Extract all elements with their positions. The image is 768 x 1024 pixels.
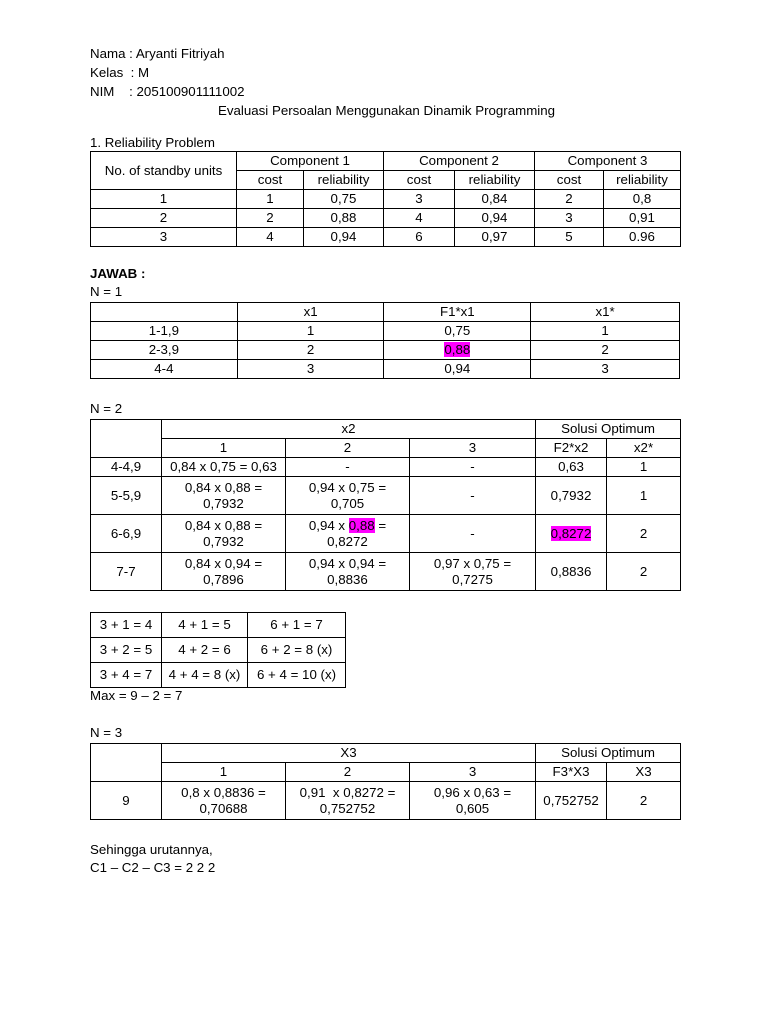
- reliability-header: reliability: [455, 171, 535, 190]
- solusi-header: Solusi Optimum: [536, 420, 681, 439]
- n2-label: N = 2: [90, 401, 123, 416]
- cell: 0,84 x 0,88 = 0,7932: [162, 477, 286, 515]
- highlighted-value: 0,8272: [550, 525, 592, 541]
- solusi-header: Solusi Optimum: [536, 744, 681, 763]
- cell: 0,94: [384, 360, 531, 379]
- reliability-problem-table: [90, 151, 681, 247]
- cell: 2: [607, 515, 681, 553]
- cell: 4: [237, 228, 304, 247]
- cell: 3 + 4 = 7: [91, 663, 162, 688]
- component-3-header: Component 3: [535, 152, 681, 171]
- cell: 0,84 x 0,75 = 0,63: [162, 458, 286, 477]
- cell: -: [286, 458, 410, 477]
- cell: 4 + 1 = 5: [162, 613, 248, 638]
- cell: 0,752752: [536, 782, 607, 820]
- table-row: [91, 458, 681, 477]
- n1-table: [90, 302, 680, 379]
- cell: [91, 303, 238, 322]
- cell: -: [410, 458, 536, 477]
- cell: 1: [531, 322, 680, 341]
- cell: [91, 744, 162, 782]
- cell: 3: [531, 360, 680, 379]
- table-row: [91, 228, 681, 247]
- table-row: [91, 782, 681, 820]
- problem-heading: 1. Reliability Problem: [90, 135, 215, 150]
- cell: 0,94: [455, 209, 535, 228]
- table-row: [91, 360, 680, 379]
- cell: 6 + 2 = 8 (x): [248, 638, 346, 663]
- standby-header: No. of standby units: [91, 152, 237, 190]
- document-title: Evaluasi Persoalan Menggunakan Dinamik Programming: [218, 103, 556, 118]
- cell: 2: [237, 209, 304, 228]
- cell: 0,97: [455, 228, 535, 247]
- cell: 2: [286, 439, 410, 458]
- cell: 6 + 1 = 7: [248, 613, 346, 638]
- cell: 6: [384, 228, 455, 247]
- student-name: Nama : Aryanti Fitriyah: [90, 46, 225, 61]
- cell: 3: [410, 763, 536, 782]
- cell: 0,91: [604, 209, 681, 228]
- cell: 0,75: [384, 322, 531, 341]
- component-2-header: Component 2: [384, 152, 535, 171]
- cell: 5-5,9: [91, 477, 162, 515]
- cell: 0,75: [304, 190, 384, 209]
- reliability-header: reliability: [604, 171, 681, 190]
- cell: 3 + 1 = 4: [91, 613, 162, 638]
- cell: 1: [607, 477, 681, 515]
- n3-table: [90, 743, 681, 820]
- cell: 3 + 2 = 5: [91, 638, 162, 663]
- cell: 1: [162, 763, 286, 782]
- cell: 7-7: [91, 553, 162, 591]
- reliability-header: reliability: [304, 171, 384, 190]
- cell: 2: [91, 209, 237, 228]
- table-row: [91, 477, 681, 515]
- cell: 3: [535, 209, 604, 228]
- n2-table: [90, 419, 681, 591]
- n1-label: N = 1: [90, 284, 123, 299]
- cell: 3: [91, 228, 237, 247]
- table-row: [91, 190, 681, 209]
- x3-header: X3: [162, 744, 536, 763]
- sums-table: [90, 612, 346, 688]
- cell: F2*x2: [536, 439, 607, 458]
- cell: 1: [237, 322, 384, 341]
- cell: 3: [384, 190, 455, 209]
- cell: 2: [237, 341, 384, 360]
- component-1-header: Component 1: [237, 152, 384, 171]
- x1-star-header: x1*: [531, 303, 680, 322]
- table-row: [91, 553, 681, 591]
- cell: 2-3,9: [91, 341, 238, 360]
- cell: 4-4,9: [91, 458, 162, 477]
- table-row: [91, 638, 346, 663]
- x1-header: x1: [237, 303, 384, 322]
- student-nim: NIM : 205100901111002: [90, 84, 245, 99]
- cell: [384, 341, 531, 360]
- cell: 0,63: [536, 458, 607, 477]
- cell: 4: [384, 209, 455, 228]
- cell: 0.96: [604, 228, 681, 247]
- cell: 3: [410, 439, 536, 458]
- cell: 0,88: [304, 209, 384, 228]
- cell: [536, 515, 607, 553]
- table-row: [91, 341, 680, 360]
- cell: -: [410, 515, 536, 553]
- cell: 0,91 x 0,8272 = 0,752752: [286, 782, 410, 820]
- cell: 1: [237, 190, 304, 209]
- table-row: [91, 515, 681, 553]
- highlighted-value: 0,88: [444, 342, 471, 357]
- cell: 4 + 4 = 8 (x): [162, 663, 248, 688]
- f1-header: F1*x1: [384, 303, 531, 322]
- cell: F3*X3: [536, 763, 607, 782]
- x2-header: x2: [162, 420, 536, 439]
- table-row: [91, 613, 346, 638]
- cell: 2: [607, 553, 681, 591]
- cell: 0,8836: [536, 553, 607, 591]
- cell: 0,96 x 0,63 = 0,605: [410, 782, 536, 820]
- cell: 9: [91, 782, 162, 820]
- cell: 0,94 x 0,94 = 0,8836: [286, 553, 410, 591]
- table-row: [91, 663, 346, 688]
- cell: 0,8: [604, 190, 681, 209]
- cell: 4 + 2 = 6: [162, 638, 248, 663]
- cell: 1: [162, 439, 286, 458]
- jawab-heading: JAWAB :: [90, 266, 146, 281]
- cell: 1: [607, 458, 681, 477]
- cell: 2: [531, 341, 680, 360]
- cell: 0,94 x 0,75 = 0,705: [286, 477, 410, 515]
- cost-header: cost: [384, 171, 455, 190]
- table-row: [91, 209, 681, 228]
- cell: 2: [607, 782, 681, 820]
- cell: 0,84 x 0,94 = 0,7896: [162, 553, 286, 591]
- cell: 0,84: [455, 190, 535, 209]
- cell: X3: [607, 763, 681, 782]
- cell: 2: [535, 190, 604, 209]
- cell: 0,84 x 0,88 = 0,7932: [162, 515, 286, 553]
- student-class: Kelas : M: [90, 65, 150, 80]
- cell: 5: [535, 228, 604, 247]
- cell: -: [410, 477, 536, 515]
- cell: 0,94 x 0,88 = 0,8272: [286, 515, 410, 553]
- conclusion-line-1: Sehingga urutannya,: [90, 842, 213, 857]
- cell: [91, 420, 162, 458]
- cell: 0,8 x 0,8836 = 0,70688: [162, 782, 286, 820]
- conclusion-line-2: C1 – C2 – C3 = 2 2 2: [90, 860, 216, 875]
- cell: 1: [91, 190, 237, 209]
- cell: 0,94: [304, 228, 384, 247]
- cell: 6-6,9: [91, 515, 162, 553]
- max-line: Max = 9 – 2 = 7: [90, 688, 183, 703]
- cell: x2*: [607, 439, 681, 458]
- n3-label: N = 3: [90, 725, 123, 740]
- cell: 6 + 4 = 10 (x): [248, 663, 346, 688]
- cost-header: cost: [535, 171, 604, 190]
- cell: 0,97 x 0,75 = 0,7275: [410, 553, 536, 591]
- cost-header: cost: [237, 171, 304, 190]
- cell: 1-1,9: [91, 322, 238, 341]
- cell: 2: [286, 763, 410, 782]
- table-row: [91, 322, 680, 341]
- highlighted-value: 0,88: [348, 517, 375, 533]
- cell: 4-4: [91, 360, 238, 379]
- cell: 0,7932: [536, 477, 607, 515]
- cell: 3: [237, 360, 384, 379]
